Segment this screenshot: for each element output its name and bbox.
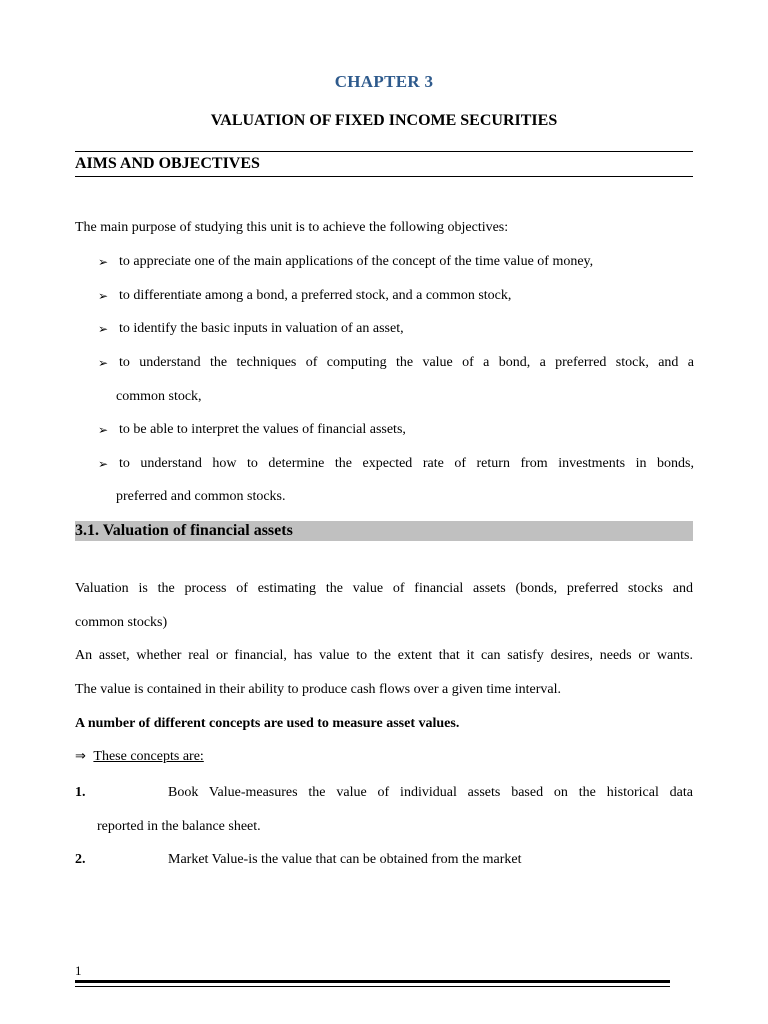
aims-intro: The main purpose of studying this unit is to achieve the following objectives:: [75, 220, 509, 235]
objective-text: to understand how to determine the expected rate of return from investments in bonds,: [119, 456, 694, 471]
objective-item: [98, 287, 694, 305]
objective-item: [98, 421, 694, 439]
objective-text: to differentiate among a bond, a preferred stock, and a common stock,: [119, 288, 512, 303]
chapter-label: CHAPTER 3: [334, 72, 434, 91]
concepts-intro: [75, 748, 204, 766]
arrow-bullet-icon: ➢: [98, 423, 109, 437]
chapter-title: VALUATION OF FIXED INCOME SECURITIES: [210, 112, 558, 129]
arrow-bullet-icon: ➢: [98, 457, 109, 471]
aims-heading: AIMS AND OBJECTIVES: [75, 155, 260, 172]
concepts-label: These concepts are:: [93, 749, 204, 764]
heading-rule-top: [75, 151, 693, 152]
footer-rule-thin: [75, 986, 670, 987]
concept-text: Book Value-measures the value of individual assets based on the historical data: [168, 785, 693, 800]
objective-continuation: preferred and common stocks.: [116, 489, 286, 504]
arrow-bullet-icon: ➢: [98, 356, 109, 370]
objective-item: [98, 455, 694, 473]
arrow-bullet-icon: ➢: [98, 255, 109, 269]
objective-text: to understand the techniques of computing the value of a bond, a preferred stock, and a: [119, 355, 694, 370]
footer-rule-thick: [75, 980, 670, 983]
implies-arrow-icon: ⇒: [75, 749, 86, 764]
objective-item: [98, 320, 694, 338]
objective-text: to appreciate one of the main applications of the concept of the time value of money,: [119, 254, 594, 269]
paragraph-line: common stocks): [75, 615, 168, 630]
objective-text: to identify the basic inputs in valuation of an asset,: [119, 321, 404, 336]
section-heading: 3.1. Valuation of financial assets: [75, 522, 293, 539]
paragraph-line: The value is contained in their ability to produce cash flows over a given time interval.: [75, 682, 561, 697]
bold-statement: A number of different concepts are used to measure asset values.: [75, 716, 460, 731]
objective-item: [98, 354, 694, 372]
objective-item: [98, 253, 694, 271]
objective-text: to be able to interpret the values of financial assets,: [119, 422, 406, 437]
paragraph-line: An asset, whether real or financial, has value to the extent that it can satisfy desires, needs or wants.: [75, 648, 693, 663]
heading-rule-bottom: [75, 176, 693, 177]
arrow-bullet-icon: ➢: [98, 289, 109, 303]
page-number: 1: [75, 963, 82, 978]
paragraph-line: Valuation is the process of estimating the value of financial assets (bonds, preferred stocks and: [75, 581, 693, 596]
concept-continuation: reported in the balance sheet.: [97, 819, 261, 834]
item-number: 1.: [75, 785, 86, 800]
concept-text: Market Value-is the value that can be obtained from the market: [168, 852, 522, 867]
item-number: 2.: [75, 852, 86, 867]
objective-continuation: common stock,: [116, 389, 202, 404]
arrow-bullet-icon: ➢: [98, 322, 109, 336]
